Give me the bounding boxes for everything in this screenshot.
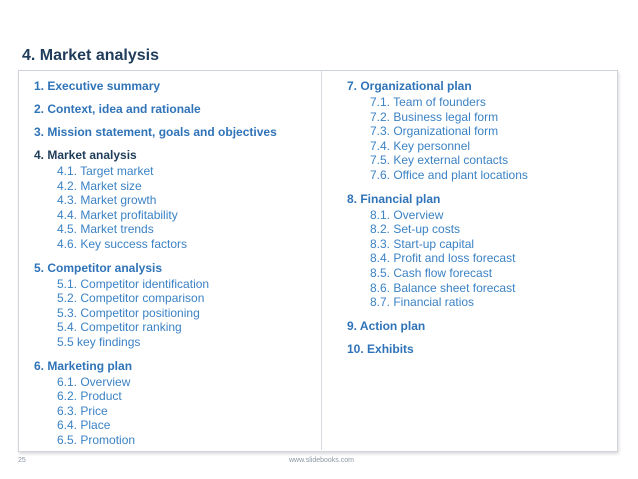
subsection-list [57,375,277,448]
subsection-item[interactable]: 4.3. Market growth [57,193,157,208]
subsection-item[interactable]: 8.6. Balance sheet forecast [370,280,516,295]
subsection-item[interactable]: 4.2. Market size [57,178,142,193]
section-heading[interactable]: 6. Marketing plan [34,358,133,373]
subsection-list [370,208,528,310]
subsection-item[interactable]: 4.5. Market trends [57,222,154,237]
subsection-item[interactable]: 7.4. Key personnel [370,138,471,153]
subsection-item[interactable]: 7.6. Office and plant locations [370,167,528,182]
subsection-item[interactable]: 5.1. Competitor identification [57,276,210,291]
subsection-item[interactable]: 6.1. Overview [57,374,131,389]
subsection-item[interactable]: 8.3. Start-up capital [370,236,475,251]
page-number: 25 [18,457,26,464]
subsection-item[interactable]: 7.5. Key external contacts [370,153,509,168]
subsection-item[interactable]: 7.3. Organizational form [370,124,499,139]
subsection-item[interactable]: 7.1. Team of founders [370,95,486,109]
subsection-item[interactable]: 6.4. Place [57,418,111,433]
subsection-item[interactable]: 5.2. Competitor comparison [57,291,205,306]
subsection-item[interactable]: 6.5. Promotion [57,432,136,447]
subsection-item[interactable]: 4.4. Market profitability [57,207,178,222]
section-heading[interactable]: 10. Exhibits [347,341,414,356]
contents-right-column [347,79,528,365]
section-heading[interactable]: 4. Market analysis [34,148,137,162]
section-heading[interactable]: 8. Financial plan [347,191,441,206]
subsection-list [57,277,277,350]
page-title: 4. Market analysis [22,47,159,64]
subsection-item[interactable]: 6.2. Product [57,389,122,404]
contents-left-column [34,79,277,457]
subsection-item[interactable]: 4.1. Target market [57,164,154,178]
subsection-list [370,95,528,183]
subsection-item[interactable]: 8.5. Cash flow forecast [370,265,493,280]
section-heading[interactable]: 3. Mission statement, goals and objectives [34,125,277,139]
subsection-list [57,164,277,252]
footer-url: www.slidebooks.com [289,457,354,464]
subsection-item[interactable]: 5.5 key findings [57,334,141,349]
subsection-item[interactable]: 8.1. Overview [370,207,444,222]
subsection-item[interactable]: 7.2. Business legal form [370,109,499,124]
section-heading[interactable]: 9. Action plan [347,318,426,333]
subsection-item[interactable]: 6.3. Price [57,403,108,418]
section-heading[interactable]: 5. Competitor analysis [34,260,163,275]
section-heading[interactable]: 2. Context, idea and rationale [34,102,201,116]
subsection-item[interactable]: 8.7. Financial ratios [370,295,475,310]
subsection-item[interactable]: 8.2. Set-up costs [370,222,461,237]
section-heading[interactable]: 1. Executive summary [34,79,161,93]
subsection-item[interactable]: 4.6. Key success factors [57,236,188,251]
subsection-item[interactable]: 5.3. Competitor positioning [57,305,200,320]
section-heading[interactable]: 7. Organizational plan [347,79,472,93]
subsection-item[interactable]: 8.4. Profit and loss forecast [370,251,516,266]
column-divider [321,70,322,450]
subsection-item[interactable]: 5.4. Competitor ranking [57,320,182,335]
